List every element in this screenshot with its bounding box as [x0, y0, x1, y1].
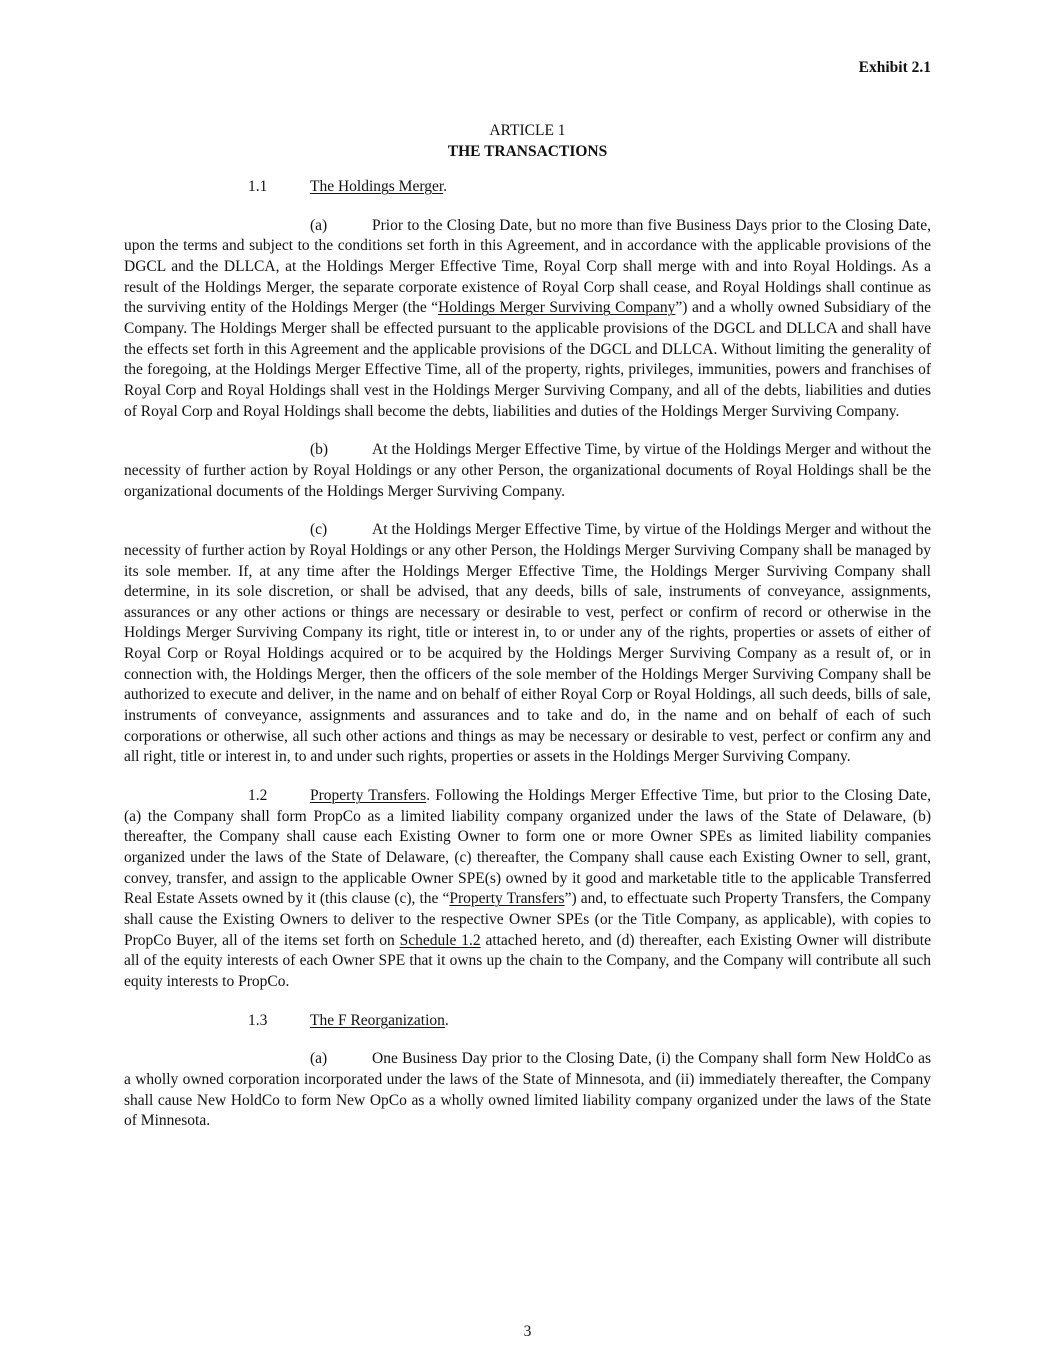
section-1-3-para-a — [124, 1049, 931, 1132]
section-1-1-heading — [124, 177, 931, 198]
paragraph-text: . Following the Holdings Merger Effective Time, but prior to the Closing Date, (a) the Company shall form PropCo as a limited liability company organized under the laws of the State of Delaware, (b) thereafter, the Company shall cause each Existing Owner to form one or more Owner SPEs as limited liability companies organized under the laws of the State of Delaware, (c) thereafter, the Company shall cause each Existing Owner to sell, grant, convey, transfer, and assign to the applicable Owner SPE(s) owned by it good and marketable title to the applicable Transferred Real Estate Assets owned by it (this clause (c), the “ — [124, 787, 931, 908]
section-title: The Holdings Merger — [310, 178, 444, 195]
article-header — [0, 120, 1055, 162]
section-1-3-heading — [124, 1011, 931, 1032]
paragraph-text: At the Holdings Merger Effective Time, by virtue of the Holdings Merger and without the necessity of further action by Royal Holdings or any other Person, the organizational documents of Royal Holdings shall be the organizational documents of the Holdings Merger Surviving Company. — [124, 441, 931, 500]
defined-term: Holdings Merger Surviving Company — [438, 299, 676, 317]
defined-term: Property Transfers — [449, 890, 565, 908]
section-1-2 — [124, 786, 931, 993]
section-1-1-para-a — [124, 216, 931, 423]
section-number: 1.2 — [248, 787, 268, 805]
paragraph-text: attached hereto, and (d) thereafter, each Existing Owner will distribute all of the equity interests of each Owner SPE that it owns up the chain to the Company, and the Company will contribute all such equity interests to PropCo. — [124, 931, 931, 990]
section-title-period: . — [444, 1011, 449, 1029]
paragraph-label: (a) — [310, 1050, 328, 1068]
page-number: 3 — [523, 1323, 532, 1340]
section-title: The F Reorganization — [310, 1011, 445, 1029]
paragraph-text: Prior to the Closing Date, but no more than five Business Days prior to the Closing Date, upon the terms and subject to the conditions set forth in this Agreement, and in accordance with the applicable provisions of the DGCL and the DLLCA, at the Holdings Merger Effective Time, Royal Corp shall merge with and into Royal Holdings. As a result of the Holdings Merger, the separate corporate existence of Royal Corp shall cease, and Royal Holdings shall continue as the surviving entity of the Holdings Merger (the “ — [124, 216, 931, 317]
section-number: 1.1 — [248, 178, 268, 195]
article-number: ARTICLE 1 — [489, 122, 566, 139]
section-1-1-para-c — [124, 520, 931, 768]
paragraph-label: (a) — [310, 216, 328, 234]
paragraph-text: At the Holdings Merger Effective Time, by virtue of the Holdings Merger and without the necessity of further action by Royal Holdings or any other Person, the Holdings Merger Surviving Company shall be managed by its sole member. If, at any time after the Holdings Merger Effective Time, the Holdings Merger Surviving Company shall determine, in its sole discretion, or shall be advised, that any deeds, bills of sale, instruments of conveyance, assignments, assurances or any other actions or things are necessary or desirable to vest, perfect or confirm of record or otherwise in the Holdings Merger Surviving Company its right, title or interest in, to or under any of the rights, properties or assets of either of Royal Corp or Royal Holdings acquired or to be acquired by the Holdings Merger Surviving Company as a result of, or in connection with, the Holdings Merger, then the officers of the sole member of the Holdings Merger Surviving Company shall be authorized to execute and deliver, in the name and on behalf of either Royal Corp or Royal Holdings, all such deeds, bills of sale, instruments of conveyance, assignments and assurances and to take and do, in the name and on behalf of each of such corporations or otherwise, all such other actions and things as may be necessary or desirable to vest, perfect or confirm any and all right, title or interest in, to and under such rights, properties or assets in the Holdings Merger Surviving Company. — [124, 521, 931, 766]
section-number: 1.3 — [248, 1011, 268, 1029]
paragraph-label: (b) — [310, 441, 329, 459]
paragraph-text: ”) and a wholly owned Subsidiary of the Company. The Holdings Merger shall be effected pursuant to the applicable provisions of the DGCL and DLLCA and shall have the effects set forth in this Agreement and the applicable provisions of the DGCL and DLLCA. Without limiting the generality of the foregoing, at the Holdings Merger Effective Time, all of the property, rights, privileges, immunities, powers and franchises of Royal Corp and Royal Holdings shall vest in the Holdings Merger Surviving Company, and all of the debts, liabilities and duties of Royal Corp and Royal Holdings shall become the debts, liabilities and duties of the Holdings Merger Surviving Company. — [124, 299, 932, 420]
article-title: THE TRANSACTIONS — [447, 143, 608, 160]
document-body — [124, 177, 931, 1150]
paragraph-text: One Business Day prior to the Closing Date, (i) the Company shall form New HoldCo as a wholly owned corporation incorporated under the laws of the State of Minnesota, and (ii) immediately thereafter, the Company shall cause New HoldCo to form New OpCo as a wholly owned limited liability company organized under the laws of the State of Minnesota. — [124, 1050, 931, 1130]
section-title: Property Transfers — [310, 787, 427, 805]
section-title-period: . — [443, 178, 448, 195]
paragraph-text: ”) and, to effectuate such Property Transfers, the Company shall cause the Existing Owners to deliver to the respective Owner SPEs (or the Title Company, as applicable), with copies to PropCo Buyer, all of the items set forth on — [124, 890, 931, 949]
schedule-reference: Schedule 1.2 — [399, 931, 481, 949]
paragraph-label: (c) — [310, 521, 328, 539]
section-1-1-para-b — [124, 440, 931, 502]
exhibit-label: Exhibit 2.1 — [858, 59, 931, 76]
